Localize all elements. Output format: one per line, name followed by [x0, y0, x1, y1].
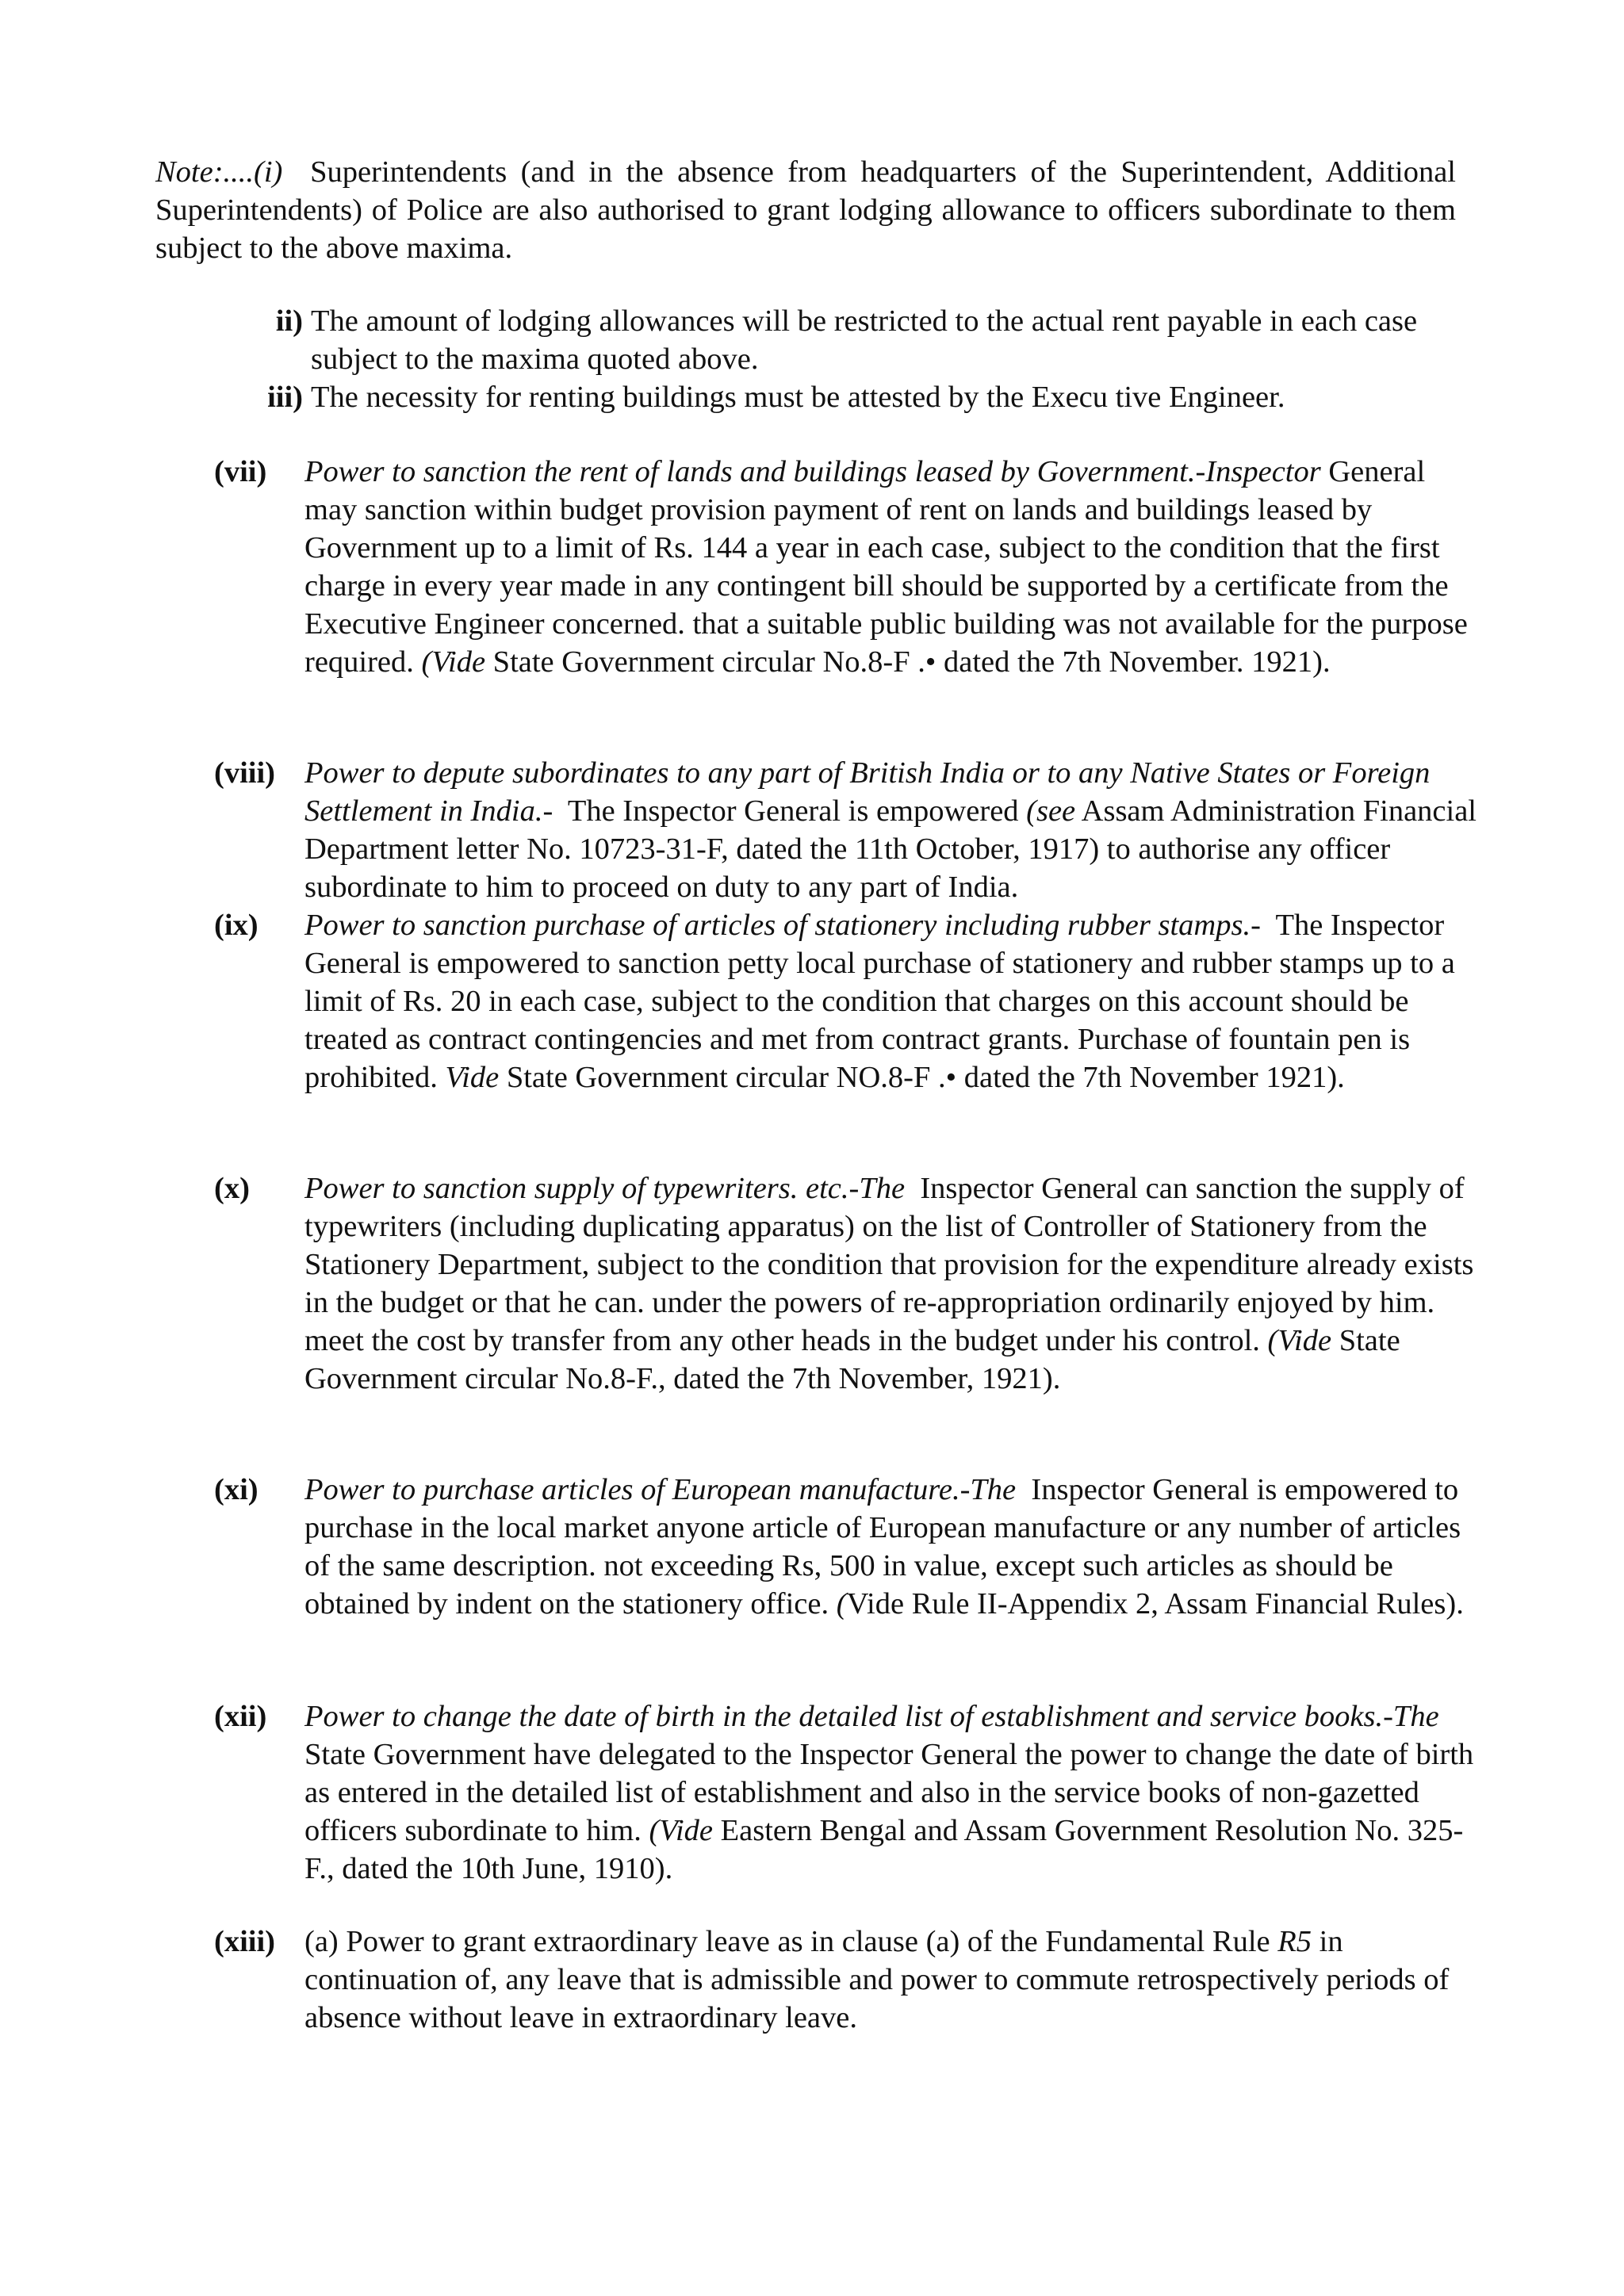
item-text: [304, 1923, 1483, 2037]
note-label: Note:....(i): [155, 155, 283, 189]
item-vii: [214, 453, 1483, 681]
item-text: [304, 1169, 1483, 1398]
item-ref-rest: State Government circular NO.8-F .• dated the 7th November 1921).: [506, 1061, 1345, 1094]
item-ref: (see: [1026, 794, 1076, 828]
item-number: (x): [214, 1172, 250, 1205]
item-number: (ix): [214, 909, 259, 942]
item-ix: [214, 906, 1483, 1096]
item-ref-rest: Eastern Bengal and Assam Government Resolution No. 325-F., dated the 10th June, 1910).: [304, 1814, 1464, 1885]
item-ref: Vide: [445, 1061, 500, 1094]
item-ref: (: [836, 1587, 847, 1621]
item-body: Inspector General is empowered to purchase in the local market anyone article of European manufacture or any number of articles of the same description. not exceeding Rs, 500 in value, except such articles as should be obtained by indent on the stationery office.: [304, 1473, 1461, 1621]
sub-note: [238, 378, 1475, 416]
item-title: Power to sanction the rent of lands and buildings leased by Government.-Inspector: [304, 455, 1321, 488]
item-number: (xi): [214, 1473, 259, 1506]
item-ref: (Vide: [649, 1814, 713, 1847]
item-text: [304, 754, 1483, 906]
note-text: Superintendents (and in the absence from headquarters of the Superintendent, Additional Superintendents) of Police are also authorised to grant lodging allowance to officers subordinate to them subject to the above maxima.: [155, 155, 1456, 265]
item-text: [304, 1471, 1483, 1623]
item-text: [304, 453, 1483, 681]
item-xiii: [214, 1923, 1483, 2037]
item-title: Power to change the date of birth in the detailed list of establishment and service books.-The: [304, 1700, 1439, 1733]
item-ref-rest: State Government circular No.8-F .• dated the 7th November. 1921).: [492, 645, 1331, 679]
item-title: Power to sanction purchase of articles of stationery including rubber stamps.-: [304, 909, 1261, 942]
item-text: [304, 1697, 1483, 1888]
sub-note-number: ii): [275, 304, 303, 338]
item-body: The Inspector General is empowered: [567, 794, 1019, 828]
item-title: Power to purchase articles of European manufacture.-The: [304, 1473, 1017, 1506]
item-ref: (Vide: [421, 645, 486, 679]
item-title: Power to sanction supply of typewriters. etc.-The: [304, 1172, 906, 1205]
item-ref-rest: State Government circular No.8-F., dated the 7th November, 1921).: [304, 1324, 1400, 1395]
sub-note-number: iii): [267, 381, 303, 414]
item-text: [304, 906, 1483, 1096]
item-body-rest: Assam Administration Financial Department letter No. 10723-31-F, dated the 11th October, 1917) to authorise any officer subordinate to him to proceed on duty to any part of India.: [304, 794, 1477, 904]
note-paragraph: [155, 153, 1456, 267]
item-body: (a) Power to grant extraordinary leave as in clause (a) of the Fundamental Rule: [304, 1925, 1270, 1958]
item-number: (vii): [214, 455, 267, 488]
sub-note: [238, 302, 1475, 378]
sub-note-text: The necessity for renting buildings must be attested by the Execu tive Engineer.: [311, 381, 1285, 414]
item-number: (xiii): [214, 1925, 275, 1958]
item-title: Power to depute subordinates to any part of British India or to any Native States or Foreign Settlement in India.-: [304, 756, 1431, 828]
item-xi: [214, 1471, 1483, 1623]
item-number: (viii): [214, 756, 275, 790]
rule-ref: R5: [1277, 1925, 1312, 1958]
item-ref: (Vide: [1267, 1324, 1332, 1357]
item-x: [214, 1169, 1483, 1398]
item-body: The Inspector General is empowered to sanction petty local purchase of stationery and rubber stamps up to a limit of Rs. 20 in each case, subject to the condition that charges on this account should be treated as contract contingencies and met from contract grants. Purchase of fountain pen is prohibited.: [304, 909, 1455, 1094]
item-body: General may sanction within budget provision payment of rent on lands and buildings leased by Government up to a limit of Rs. 144 a year in each case, subject to the condition that the first charge in every year made in any contingent bill should be supported by a certificate from the Executive Engineer concerned. that a suitable public building was not available for the purpose required.: [304, 455, 1468, 679]
item-body: Inspector General can sanction the supply of typewriters (including duplicating apparatus) on the list of Controller of Stationery from the Stationery Department, subject to the condition that provision for the expenditure already exists in the budget or that he can. under the powers of re-appropriation ordinarily enjoyed by him. meet the cost by transfer from any other heads in the budget under his control.: [304, 1172, 1474, 1357]
item-body: State Government have delegated to the Inspector General the power to change the date of birth as entered in the detailed list of establishment and also in the service books of non-gazetted officers subordinate to him.: [304, 1738, 1474, 1847]
item-xii: [214, 1697, 1483, 1888]
item-viii: [214, 754, 1483, 906]
item-ref-rest: Vide Rule II-Appendix 2, Assam Financial Rules).: [846, 1587, 1464, 1621]
item-number: (xii): [214, 1700, 267, 1733]
item-body-rest: in continuation of, any leave that is admissible and power to commute retrospectively periods of absence without leave in extraordinary leave.: [304, 1925, 1450, 2034]
sub-note-text: The amount of lodging allowances will be restricted to the actual rent payable in each case subject to the maxima quoted above.: [311, 304, 1418, 376]
